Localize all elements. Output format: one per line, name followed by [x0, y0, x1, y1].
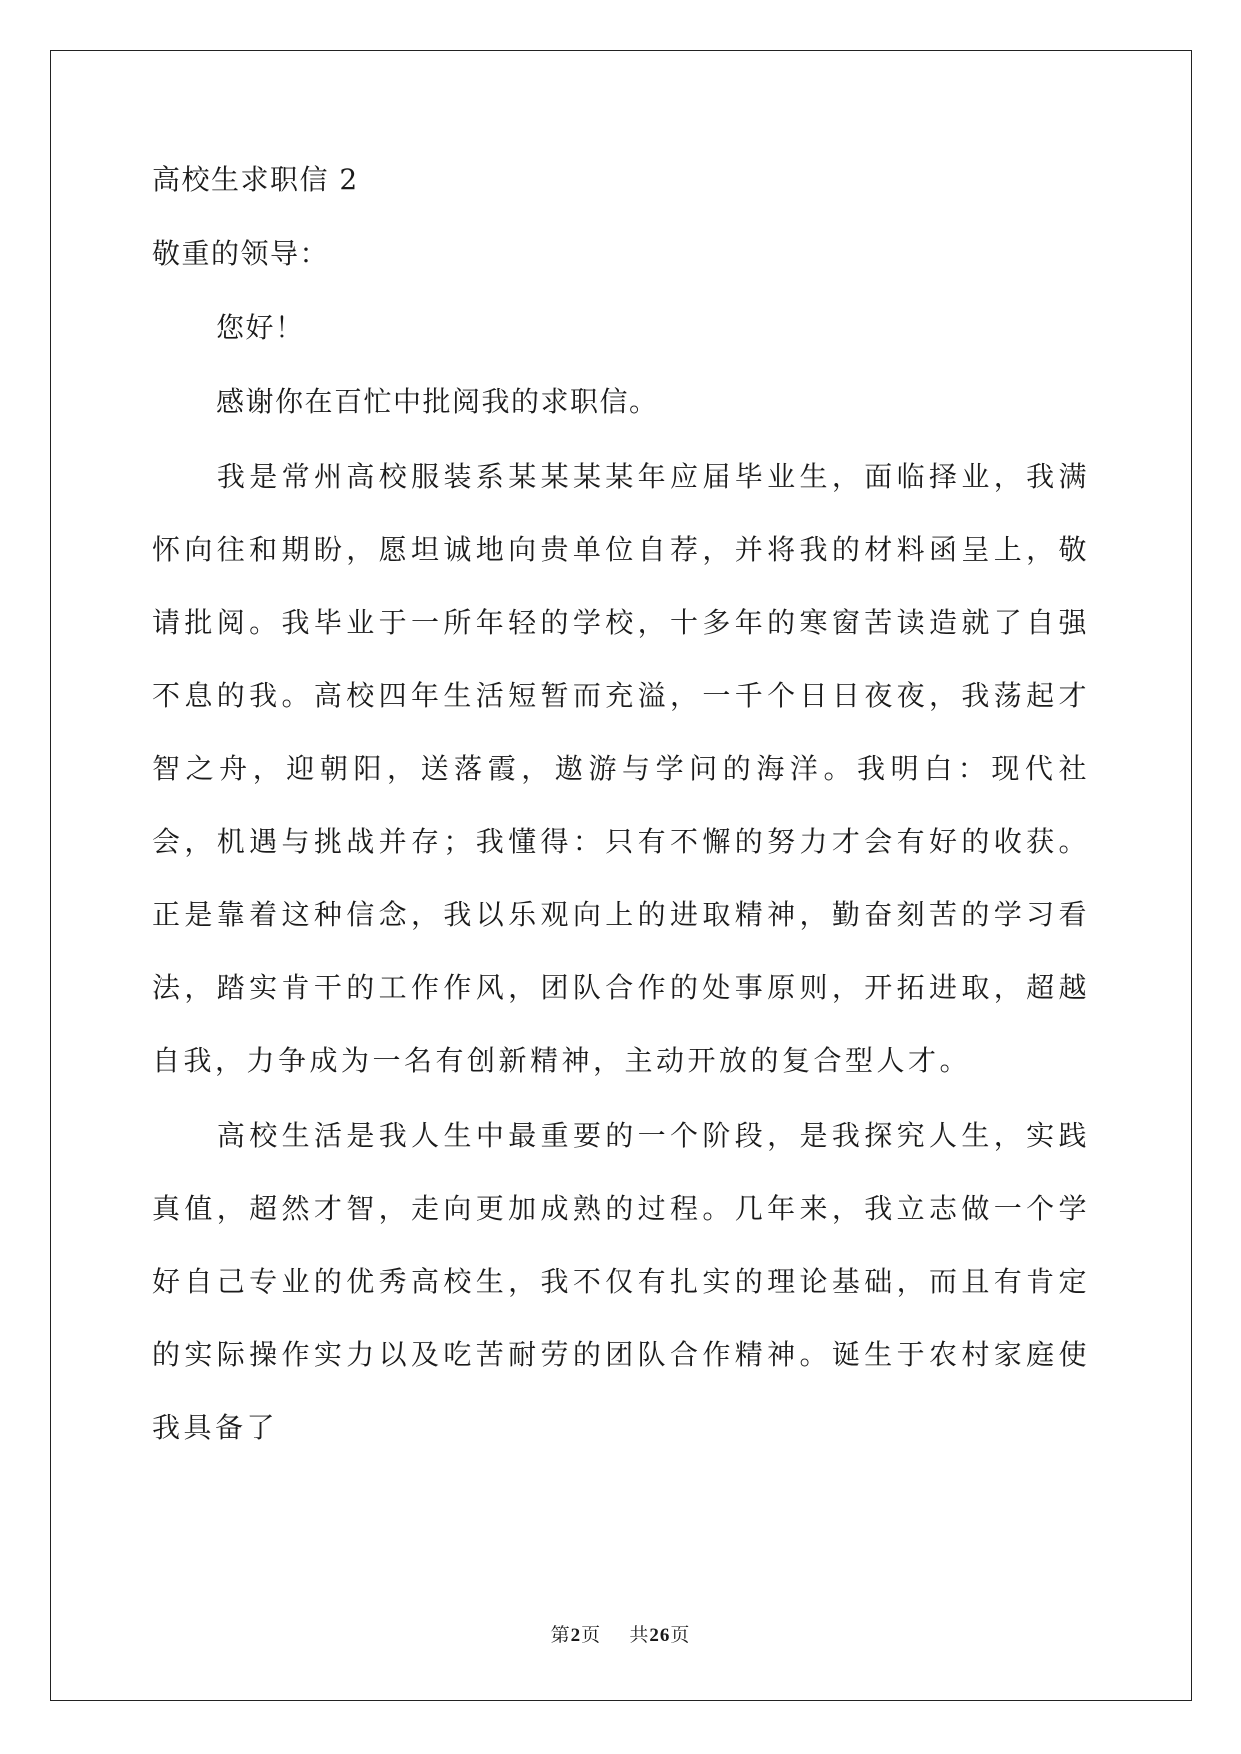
footer-total-suffix: 页	[670, 1624, 691, 1646]
footer-prefix: 第	[550, 1624, 571, 1646]
footer-page-suffix: 页	[581, 1624, 602, 1646]
thanks-line: 感谢你在百忙中批阅我的求职信。	[216, 385, 659, 418]
greeting: 您好！	[216, 311, 305, 344]
paragraph-text: 我是常州高校服装系某某某某年应届毕业生，面临择业，我满怀向往和期盼，愿坦诚地向贵单位自荐，并将我的材料函呈上，敬请批阅。我毕业于一所年轻的学校，十多年的寒窗苦读造就了自强不息的我。高校四年生活短暂而充溢，一千个日日夜夜，我荡起才智之舟，迎朝阳，送落霞，遨游与学问的海洋。我明白：现代社会，机遇与挑战并存；我懂得：只有不懈的努力才会有好的收获。正是靠着这种信念，我以乐观向上的进取精神，勤奋刻苦的学习看法，踏实肯干的工作作风，团队合作的处事原则，开拓进取，超越自我，力争成为一名有创新精神，主动开放的复合型人才。	[152, 460, 1090, 1077]
page-footer	[0, 1620, 1241, 1647]
letter-body	[152, 162, 1090, 1464]
document-title: 高校生求职信 2	[152, 163, 359, 196]
paragraph-college-life	[152, 1099, 1090, 1464]
footer-total-prefix: 共	[629, 1624, 650, 1646]
current-page-number: 2	[570, 1625, 582, 1646]
total-pages-number: 26	[649, 1625, 671, 1646]
paragraph-self-introduction	[152, 440, 1090, 1097]
salutation: 敬重的领导：	[152, 237, 330, 270]
paragraph-text: 高校生活是我人生中最重要的一个阶段，是我探究人生，实践真值，超然才智，走向更加成熟的过程。几年来，我立志做一个学好自己专业的优秀高校生，我不仅有扎实的理论基础，而且有肯定的实际操作实力以及吃苦耐劳的团队合作精神。诞生于农村家庭使我具备了	[152, 1119, 1090, 1444]
